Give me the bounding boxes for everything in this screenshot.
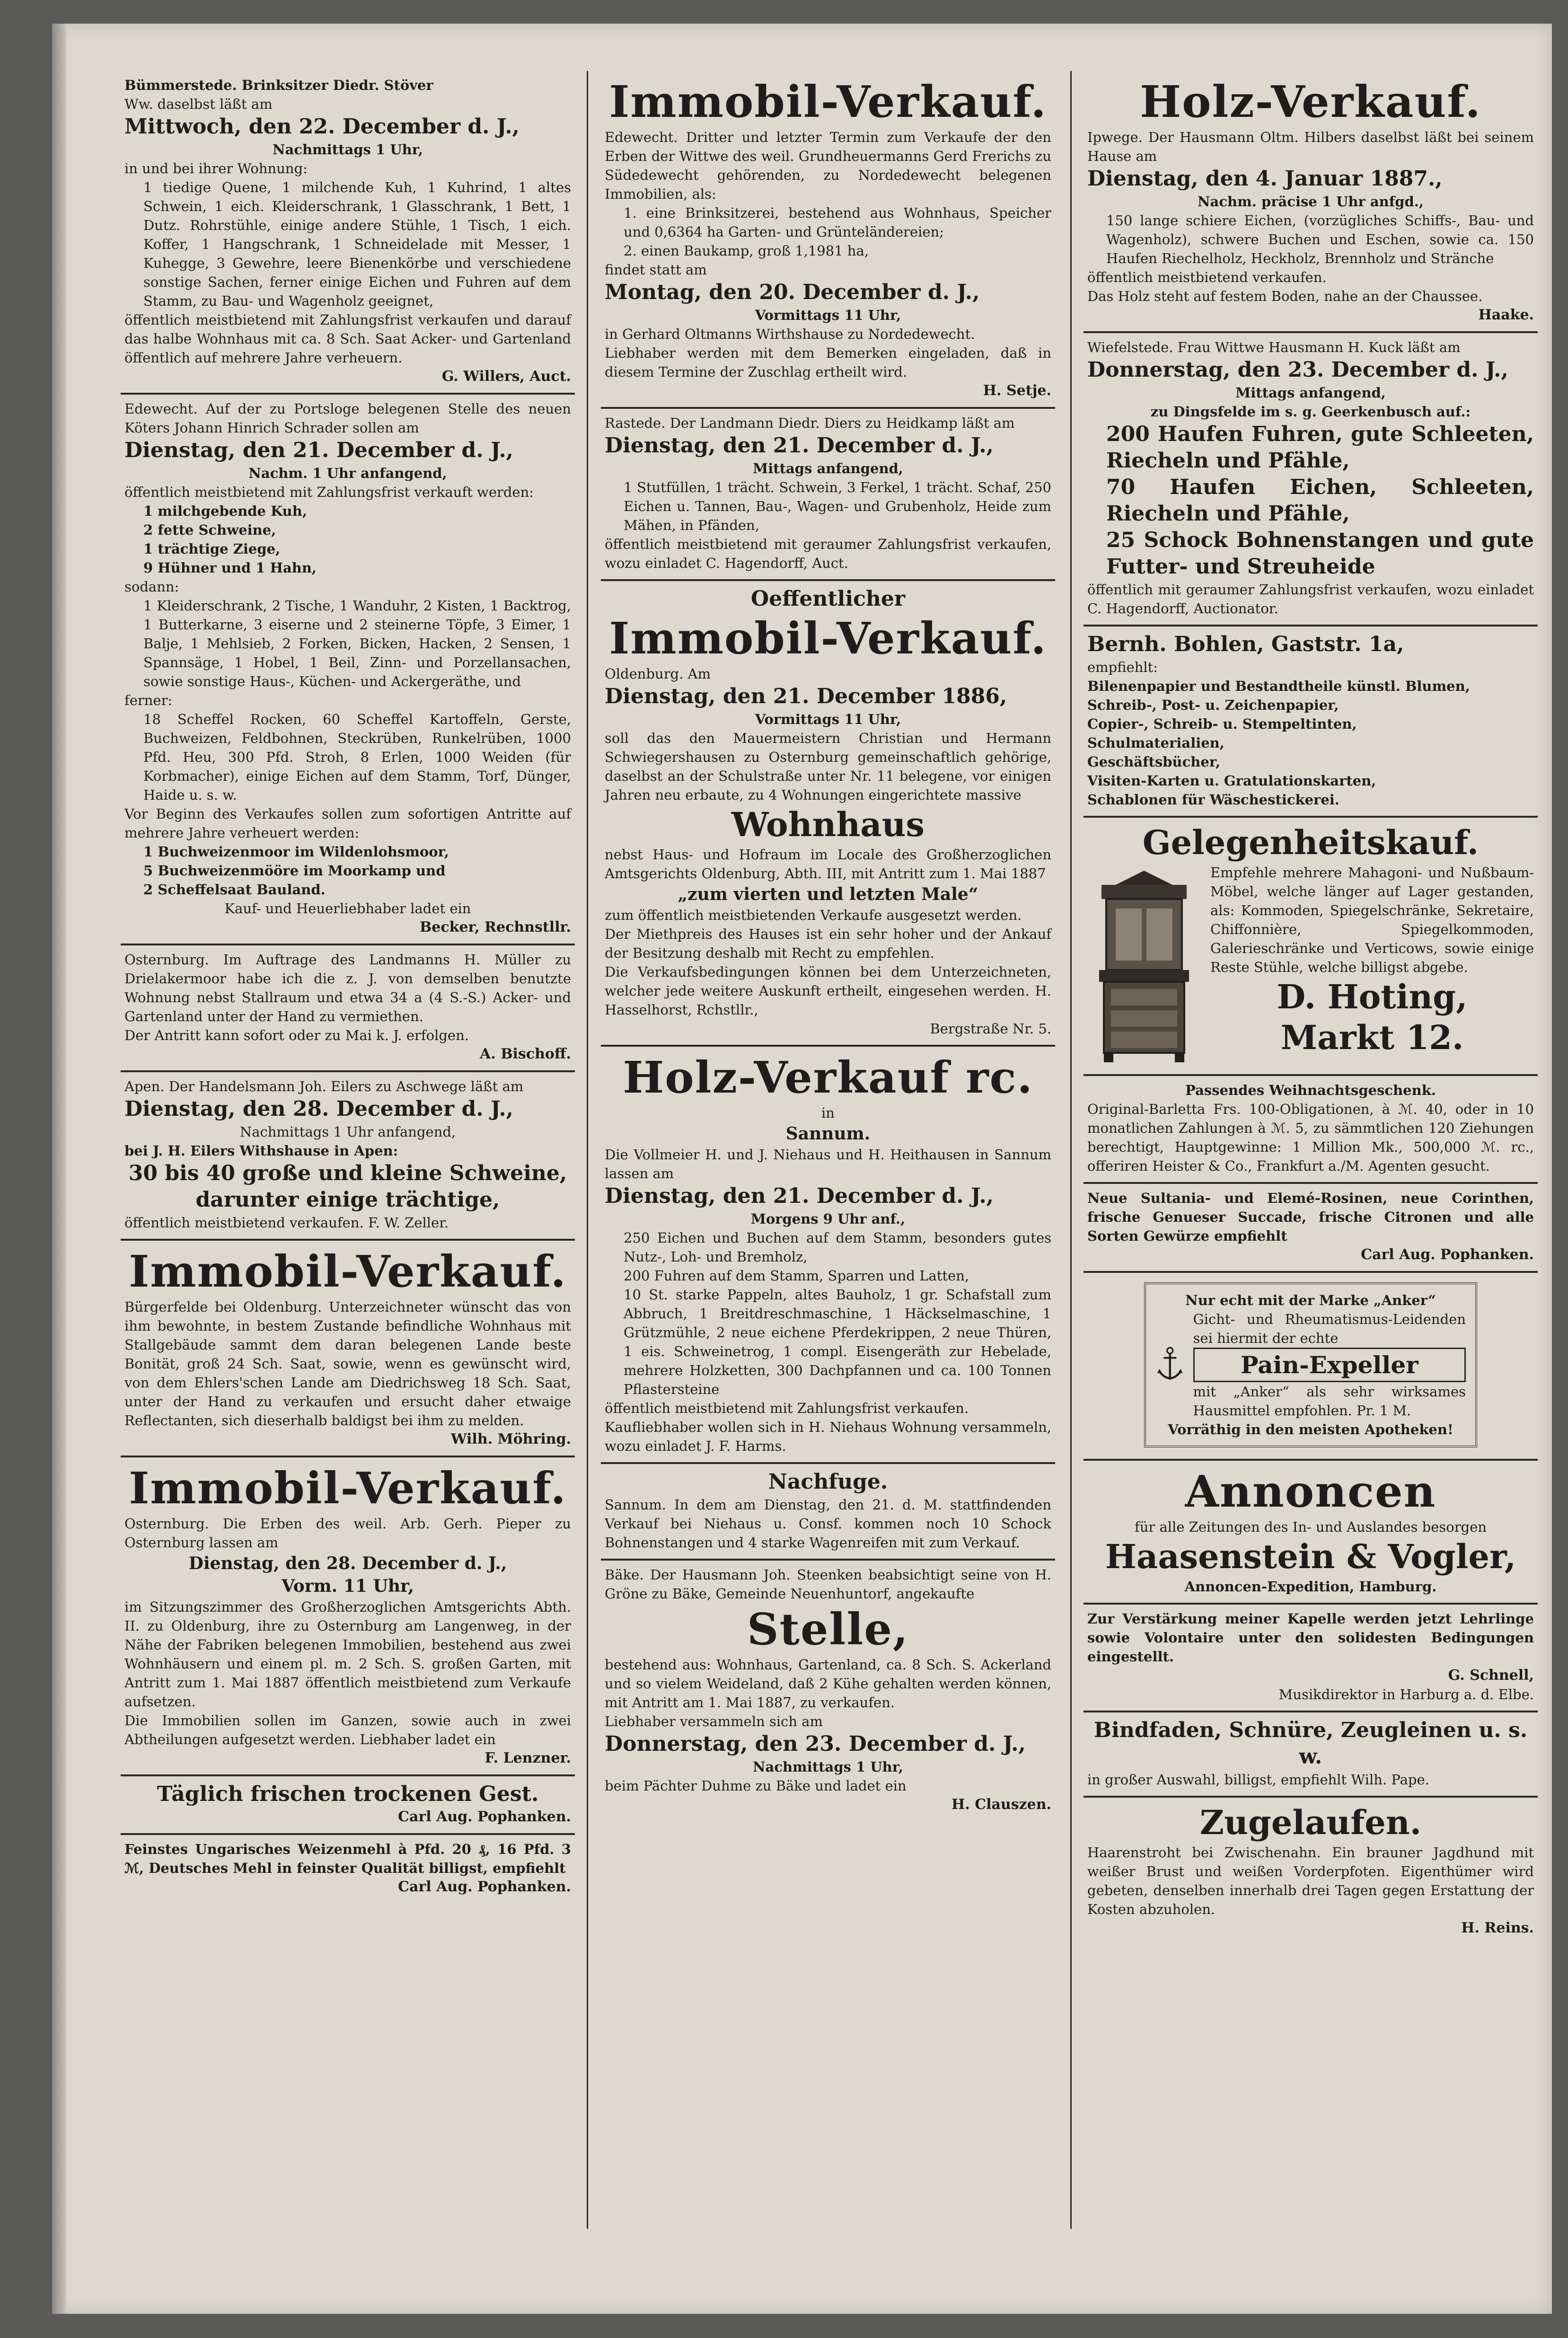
- advertisement: [121, 945, 575, 1072]
- advertisement: [601, 71, 1055, 409]
- ad-line: Apen. Der Handelsmann Joh. Eilers zu Aschwege läßt am: [124, 1078, 524, 1094]
- ad-line: empfiehlt:: [1087, 659, 1158, 675]
- advertisement: [601, 1047, 1055, 1464]
- ad-line: D. Hoting,: [1277, 977, 1468, 1016]
- ad-line: Mittags anfangend,: [753, 460, 903, 476]
- ad-line: Visiten-Karten u. Gratulationskarten,: [1087, 773, 1376, 789]
- ad-line: Neue Sultania- und Elemé-Rosinen, neue Corinthen, frische Genueser Succade, frische Citronen und alle Sorten Gewürze empfiehlt: [1087, 1190, 1534, 1244]
- ad-line: Schreib-, Post- u. Zeichenpapier,: [1087, 697, 1339, 713]
- advertisement: [1084, 1184, 1538, 1273]
- ad-line: in Gerhard Oltmanns Wirthshause zu Nordedewecht.: [605, 326, 975, 342]
- ad-line: Montag, den 20. December d. J.,: [605, 280, 980, 304]
- ad-line: Original-Barletta Frs. 100-Obligationen, à ℳ. 40, oder in 10 monatlichen Zahlungen à ℳ. 5, zu sämmtlichen 120 Ziehungen berechtigt, Hauptgewinne: 1 Million Mk., 500,000 ℳ. rc., offeriren Heister & Co., Frankfurt a./M. Agenten gesucht.: [1087, 1101, 1534, 1174]
- ad-line: Liebhaber versammeln sich am: [605, 1713, 823, 1729]
- ad-line: Bilenenpapier und Bestandtheile künstl. Blumen,: [1087, 678, 1470, 694]
- ad-line: Dienstag, den 21. December 1886,: [605, 684, 1007, 708]
- ad-line: in und bei ihrer Wohnung:: [124, 160, 308, 176]
- ad-line: Oeffentlicher: [750, 587, 906, 611]
- advertisement: [1084, 333, 1538, 626]
- ad-line: Empfehle mehrere Mahagoni- und Nußbaum-Möbel, welche länger auf Lager gestanden, als: Kommoden, Spiegelschränke, Sekretaire, Chiffonnière, Spiegelkommoden, Galerieschränke und Verticows, sowie einige Reste Stühle, welche billigst abgebe.: [1210, 865, 1534, 975]
- ad-line: Nachm. präcise 1 Uhr anfgd.,: [1198, 194, 1424, 210]
- ad-line: F. Lenzner.: [484, 1750, 571, 1766]
- ad-line: Vormittags 11 Uhr,: [755, 307, 901, 323]
- ad-line: H. Reins.: [1461, 1920, 1534, 1936]
- ad-line: Annoncen-Expedition, Hamburg.: [1184, 1579, 1437, 1595]
- ad-line: Sannum. In dem am Dienstag, den 21. d. M. stattfindenden Verkauf bei Niehaus u. Consf. kommen noch 10 Schock Bohnenstangen und 4 starke Wagenreifen mit zum Verkauf.: [605, 1497, 1051, 1551]
- ad-line: öffentlich meistbietend mit Zahlungsfrist verkaufen.: [605, 1400, 969, 1416]
- box-header: Nur echt mit der Marke „Anker“: [1185, 1292, 1436, 1308]
- ad-line: Wohnhaus: [731, 805, 925, 844]
- ad-line: Kaufliebhaber wollen sich in H. Niehaus Wohnung versammeln, wozu einladet J. F. Harms.: [605, 1419, 1051, 1454]
- ad-line: Annoncen: [1185, 1466, 1436, 1517]
- ad-line: beim Pächter Duhme zu Bäke und ladet ein: [605, 1778, 907, 1794]
- ad-line: Dienstag, den 21. December d. J.,: [605, 433, 994, 458]
- ad-line: Immobil-Verkauf.: [129, 1463, 567, 1514]
- ad-line: 1 Kleiderschrank, 2 Tische, 1 Wanduhr, 2 Kisten, 1 Backtrog, 1 Butterkarne, 3 eiserne und 2 steinerne Töpfe, 3 Eimer, 1 Balje, 1 Mehlsieb, 2 Forken, Bicken, Hacken, 2 Sensen, 1 Spannsäge, 1 Hobel, 1 Beil, Zinn- und Porzellansachen, sowie sonstige Haus-, Küchen- und Ackergeräthe, und: [143, 598, 571, 689]
- ad-line: soll das den Mauermeistern Christian und Hermann Schwiegershausen zu Osternburg gemeinschaftlich gehörige, daselbst an der Schulstraße unter Nr. 11 belegene, vor einigen Jahren neu erbaute, zu 4 Wohnungen eingerichtete massive: [605, 730, 1051, 803]
- ad-line: H. Setje.: [983, 382, 1051, 399]
- ad-line: Bäke. Der Hausmann Joh. Steenken beabsichtigt seine von H. Gröne zu Bäke, Gemeinde Neuenhuntorf, angekaufte: [605, 1567, 1051, 1602]
- box-tail: mit „Anker“ als sehr wirksames Hausmittel empfohlen. Pr. 1 M.: [1193, 1384, 1466, 1419]
- ad-line: Sannum.: [785, 1124, 871, 1144]
- ad-line: Ipwege. Der Hausmann Oltm. Hilbers daselbst läßt bei seinem Hause am: [1087, 129, 1534, 164]
- ad-line: Dienstag, den 21. December d. J.,: [605, 1184, 994, 1208]
- ad-line: zum öffentlich meistbietenden Verkaufe ausgesetzt werden.: [605, 907, 1022, 923]
- ad-line: G. Schnell,: [1448, 1667, 1534, 1684]
- ad-line: findet statt am: [605, 262, 707, 278]
- ad-line: Liebhaber werden mit dem Bemerken eingeladen, daß in diesem Termine der Zuschlag ertheilt wird.: [605, 345, 1051, 380]
- page-binding: [52, 24, 66, 2314]
- column-right: [1084, 71, 1538, 2229]
- ad-line: Carl Aug. Pophanken.: [398, 1879, 571, 1895]
- ad-line: Passendes Weihnachtsgeschenk.: [1185, 1082, 1436, 1098]
- ad-line: Haasenstein & Vogler,: [1105, 1537, 1516, 1576]
- ad-line: Das Holz steht auf festem Boden, nahe an der Chaussee.: [1087, 288, 1483, 304]
- advertisement: [1084, 71, 1538, 333]
- ad-line: Der Miethpreis des Hauses ist ein sehr hoher und der Ankauf der Besitzung deshalb mit Recht zu empfehlen.: [605, 926, 1051, 961]
- ad-line: Holz-Verkauf.: [1140, 76, 1481, 127]
- ad-line: Die Vollmeier H. und J. Niehaus und H. Heithausen in Sannum lassen am: [605, 1147, 1051, 1182]
- ad-line: Edewecht. Auf der zu Portsloge belegenen Stelle des neuen Köters Johann Hinrich Schrader sollen am: [124, 401, 571, 436]
- ad-line: Kauf- und Heuerliebhaber ladet ein: [224, 900, 471, 917]
- ad-line: 1 milchgebende Kuh,: [143, 503, 307, 519]
- box-side: Gicht- und Rheumatismus-Leidenden sei hiermit der echte: [1193, 1311, 1466, 1346]
- ad-line: 200 Haufen Fuhren, gute Schleeten, Riecheln und Pfähle,: [1106, 422, 1534, 473]
- ad-line: Wilh. Möhring.: [450, 1431, 571, 1447]
- advertisement: [1084, 1798, 1538, 1944]
- ad-line: Haake.: [1478, 307, 1534, 323]
- advertisement: [1084, 626, 1538, 818]
- ad-line: Gelegenheitskauf.: [1142, 823, 1479, 862]
- ad-line: öffentlich meistbietend mit Zahlungsfrist verkauft werden:: [124, 484, 534, 500]
- column-rule: [1070, 71, 1072, 2229]
- ad-line: 1 Stutfüllen, 1 trächt. Schwein, 3 Ferkel, 1 trächt. Schaf, 250 Eichen u. Tannen, Bau-, Wagen- und Grubenholz, Heide zum Mähen, in Pfänden,: [624, 479, 1051, 533]
- ad-line: öffentlich meistbietend verkaufen. F. W. Zeller.: [124, 1215, 449, 1231]
- ad-line: 1. eine Brinksitzerei, bestehend aus Wohnhaus, Speicher und 0,6364 ha Garten- und Grünteländereien;: [624, 205, 1051, 240]
- ad-line: Die Verkaufsbedingungen können bei dem Unterzeichneten, welcher jede weitere Auskunft ertheilt, eingesehen werden. H. Hasselhorst, Rchstllr.,: [605, 964, 1051, 1018]
- ad-line: öffentlich meistbietend verkaufen.: [1087, 269, 1327, 285]
- ad-line: Geschäftsbücher,: [1087, 754, 1221, 770]
- ad-line: in großer Auswahl, billigst, empfiehlt Wilh. Pape.: [1087, 1772, 1429, 1788]
- ad-line: Zur Verstärkung meiner Kapelle werden jetzt Lehrlinge sowie Volontaire unter den solidesten Bedingungen eingestellt.: [1087, 1611, 1534, 1665]
- ad-line: „zum vierten und letzten Male“: [678, 884, 978, 904]
- column-left: [121, 71, 575, 2229]
- ad-line: Bernh. Bohlen, Gaststr. 1a,: [1087, 632, 1404, 656]
- ad-line: sodann:: [124, 579, 179, 595]
- ad-line: 1 Buchweizenmoor im Wildenlohsmoor,: [143, 844, 449, 860]
- column-rule: [587, 71, 588, 2229]
- ad-line: Immobil-Verkauf.: [609, 613, 1047, 664]
- ad-line: Der Antritt kann sofort oder zu Mai k. J. erfolgen.: [124, 1027, 469, 1043]
- ad-line: Dienstag, den 21. December d. J.,: [124, 438, 513, 462]
- advertisement: [1084, 1605, 1538, 1712]
- ad-line: 70 Haufen Eichen, Schleeten, Riecheln und Pfähle,: [1106, 475, 1534, 526]
- ad-line: Vormittags 11 Uhr,: [755, 711, 901, 727]
- ad-line: Morgens 9 Uhr anf.,: [750, 1211, 906, 1227]
- ad-line: Osternburg. Die Erben des weil. Arb. Gerh. Pieper zu Osternburg lassen am: [124, 1516, 571, 1551]
- ad-line: öffentlich meistbietend mit geraumer Zahlungsfrist verkaufen, wozu einladet C. Hagendorff, Auct.: [605, 536, 1051, 571]
- ad-line: 1 trächtige Ziege,: [143, 541, 281, 557]
- ad-line: Edewecht. Dritter und letzter Termin zum Verkaufe der den Erben der Wittwe des weil. Grundheuermanns Gerd Frerichs zu Südedewecht gehörenden, zu Nordedewecht belegenen Immobilien, als:: [605, 129, 1051, 202]
- ad-line: 10 St. starke Pappeln, altes Bauholz, 1 gr. Schafstall zum Abbruch, 1 Breitdreschmaschine, 1 Häckselmaschine, 1 Grützmühle, 2 neue eichene Pferdekrippen, 2 neue Thüren, 1 eis. Schweinetrog, 1 compl. Eisengeräth zur Hebelade, mehrere Holzketten, 300 Dachpfannen und ca. 100 Tonnen Pflastersteine: [624, 1287, 1051, 1397]
- ad-line: Immobil-Verkauf.: [609, 76, 1047, 127]
- ad-line: 2 fette Schweine,: [143, 522, 276, 538]
- ad-line: Dienstag, den 28. December d. J.,: [188, 1553, 507, 1573]
- ad-line: Wiefelstede. Frau Wittwe Hausmann H. Kuck läßt am: [1087, 339, 1461, 355]
- ad-line: Nachm. 1 Uhr anfangend,: [248, 465, 447, 481]
- advertisement: [1084, 1076, 1538, 1184]
- ad-line: Schablonen für Wäschestickerei.: [1087, 792, 1339, 808]
- advertisement: [121, 1776, 575, 1835]
- ad-line: Dienstag, den 28. December d. J.,: [124, 1097, 513, 1121]
- pain-expeller-box: [1144, 1282, 1477, 1447]
- ad-line: Becker, Rechnstllr.: [419, 919, 571, 935]
- ad-line: Nachmittags 1 Uhr anfangend,: [239, 1124, 456, 1140]
- ad-line: Carl Aug. Pophanken.: [1361, 1246, 1534, 1263]
- ad-line: G. Willers, Auct.: [441, 368, 571, 385]
- ad-line: Haarenstroht bei Zwischenahn. Ein brauner Jagdhund mit weißer Brust und weißen Vorderpfoten. Eigenthümer wird gebeten, denselben innerhalb drei Tagen gegen Erstattung der Kosten abzuholen.: [1087, 1844, 1534, 1917]
- ad-line: 2. einen Baukamp, groß 1,1981 ha,: [624, 243, 869, 259]
- ad-line: Holz-Verkauf rc.: [623, 1052, 1033, 1103]
- ad-line: A. Bischoff.: [480, 1046, 571, 1062]
- ad-line: in: [821, 1105, 835, 1121]
- ad-line: 1 tiedige Quene, 1 milchende Kuh, 1 Kuhrind, 1 altes Schwein, 1 eich. Kleiderschrank, 1 Glasschrank, 1 Bett, 1 Dutz. Rohrstühle, einige andere Stühle, 1 Tisch, 1 eich. Koffer, 1 Hangschrank, 1 Schneidelade mit Messer, 1 Kuhegge, 3 Gewehre, leere Bienenkörbe und verschiedene sonstige Sachen, ferner einige Eichen und Fuhren auf dem Stamm, zu Bau- und Wagenholz geeignet,: [143, 179, 571, 309]
- ad-line: Carl Aug. Pophanken.: [398, 1809, 571, 1825]
- ad-line: Bümmerstede. Brinksitzer Diedr. Stöver: [124, 77, 433, 93]
- furniture-cabinet-illustration: [1087, 866, 1201, 1065]
- ad-line: Vorm. 11 Uhr,: [282, 1576, 414, 1596]
- ad-line: 250 Eichen und Buchen auf dem Stamm, besonders gutes Nutz-, Loh- und Bremholz,: [624, 1230, 1051, 1265]
- ad-line: 200 Fuhren auf dem Stamm, Sparren und Latten,: [624, 1268, 969, 1284]
- ad-line: Nachmittags 1 Uhr,: [753, 1759, 903, 1775]
- ad-line: Zugelaufen.: [1199, 1803, 1422, 1842]
- advertisement: [601, 581, 1055, 1047]
- ad-line: im Sitzungszimmer des Großherzoglichen Amtsgerichts Abth. II. zu Oldenburg, ihre zu Osternburg am Langenweg, in der Nähe der Fabriken belegenen Immobilien, bestehend aus zwei Wohnhäusern und einem pl. m. 2 Sch. S. großen Garten, mit Antritt zum 1. Mai 1887 öffentlich meistbietend zum Verkaufe aufsetzen.: [124, 1599, 571, 1710]
- ad-line: 150 lange schiere Eichen, (vorzügliches Schiffs-, Bau- und Wagenholz), schwere Buchen und Eschen, sowie ca. 150 Haufen Riechelholz, Heckholz, Brennholz und Stränche: [1106, 212, 1534, 266]
- ad-line: Oldenburg. Am: [605, 666, 711, 682]
- ad-line: Bergstraße Nr. 5.: [930, 1021, 1051, 1037]
- ad-line: 18 Scheffel Rocken, 60 Scheffel Kartoffeln, Gerste, Buchweizen, Feldbohnen, Steckrüben, Runkelrüben, 1000 Pfd. Heu, 300 Pfd. Stroh, 8 Erlen, 1000 Weiden (für Korbmacher), einige Eichen auf dem Stamm, Torf, Dünger, Haide u. s. w.: [143, 711, 571, 803]
- ad-line: Markt 12.: [1280, 1018, 1464, 1057]
- advertisement: [121, 1241, 575, 1457]
- ad-line: nebst Haus- und Hofraum im Locale des Großherzoglichen Amtsgerichts Oldenburg, Abth. III, mit Antritt zum 1. Mai 1887: [605, 847, 1051, 882]
- ad-line: 25 Schock Bohnenstangen und gute Futter- und Streuheide: [1106, 528, 1534, 579]
- ad-line: Mittwoch, den 22. December d. J.,: [124, 115, 520, 139]
- ad-line: Mittags anfangend,: [1235, 385, 1386, 401]
- advertisement: [121, 395, 575, 945]
- advertisement: [121, 1457, 575, 1776]
- ad-line: H. Clauszen.: [951, 1796, 1051, 1813]
- ad-line: Bindfaden, Schnüre, Zeugleinen u. s. w.: [1093, 1718, 1528, 1769]
- ad-line: Stelle,: [747, 1604, 909, 1655]
- ad-line: 2 Scheffelsaat Bauland.: [143, 882, 326, 898]
- ad-line: Donnerstag, den 23. December d. J.,: [605, 1732, 1026, 1756]
- ad-line: ferner:: [124, 692, 173, 708]
- ad-line: Musikdirektor in Harburg a. d. Elbe.: [1278, 1686, 1534, 1703]
- ad-line: Täglich frischen trockenen Gest.: [157, 1782, 539, 1806]
- ad-line: Osternburg. Im Auftrage des Landmanns H. Müller zu Drielakermoor habe ich die z. J. von demselben benutzte Wohnung nebst Stallraum und etwa 34 a (4 S.-S.) Acker- und Gartenland unter der Hand zu vermiethen.: [124, 952, 571, 1024]
- advertisement: [1084, 1712, 1538, 1798]
- ad-line: Copier-, Schreib- u. Stempeltinten,: [1087, 716, 1357, 732]
- advertisement: [121, 1072, 575, 1241]
- ad-line: darunter einige trächtige,: [195, 1188, 500, 1212]
- ad-line: bestehend aus: Wohnhaus, Gartenland, ca. 8 Sch. S. Ackerland und so vielem Weideland, daß 2 Kühe gehalten werden können, mit Antritt am 1. Mai 1887, zu verkaufen.: [605, 1657, 1051, 1711]
- box-footer: Vorräthig in den meisten Apotheken!: [1168, 1421, 1453, 1438]
- ad-line: Nachfuge.: [768, 1470, 888, 1494]
- advertisement: [1084, 1273, 1538, 1461]
- ad-line: Ww. daselbst läßt am: [124, 96, 273, 112]
- ad-line: Schulmaterialien,: [1087, 735, 1224, 751]
- ad-line: öffentlich mit geraumer Zahlungsfrist verkaufen, wozu einladet C. Hagendorff, Auctionator.: [1087, 582, 1534, 617]
- ad-line: Nachmittags 1 Uhr,: [273, 141, 423, 158]
- advertisement: [601, 1561, 1055, 1821]
- ad-line: Dienstag, den 4. Januar 1887.,: [1087, 167, 1443, 191]
- ad-line: Vor Beginn des Verkaufes sollen zum sofortigen Antritte auf mehrere Jahre verheuert werden:: [124, 806, 571, 841]
- ad-line: Feinstes Ungarisches Weizenmehl à Pfd. 20 ₰, 16 Pfd. 3 ℳ, Deutsches Mehl in feinster Qualität billigst, empfiehlt: [124, 1841, 571, 1876]
- ad-line: bei J. H. Eilers Withshause in Apen:: [124, 1143, 398, 1159]
- ad-line: öffentlich meistbietend mit Zahlungsfrist verkaufen und darauf das halbe Wohnhaus mit ca. 8 Sch. Saat Acker- und Gartenland öffentlich auf mehrere Jahre verheuern.: [124, 312, 571, 366]
- advertisement: [601, 409, 1055, 581]
- advertisement: [601, 1464, 1055, 1561]
- ad-line: 30 bis 40 große und kleine Schweine,: [128, 1161, 567, 1185]
- advertisement: [1084, 1461, 1538, 1605]
- ad-line: Immobil-Verkauf.: [129, 1246, 567, 1297]
- anchor-icon: [1155, 1334, 1185, 1396]
- ad-line: Bürgerfelde bei Oldenburg. Unterzeichneter wünscht das von ihm bewohnte, in bestem Zustande befindliche Wohnhaus mit Stallgebäude sammt dem daran belegenen Lande beste Bonität, groß 24 Sch. Saat, sowie, wenn es gewünscht wird, von dem Ehlers'schen Lande am Diedrichsweg 18 Sch. Saat, unter der Hand zu verkaufen und ersucht daher etwaige Reflectanten, sich dieserhalb baldigst bei ihm zu melden.: [124, 1299, 571, 1429]
- advertisement: [121, 1835, 575, 1903]
- advertisement: [1084, 818, 1538, 1076]
- box-brand: Pain-Expeller: [1193, 1348, 1466, 1382]
- column-middle: [601, 71, 1055, 2229]
- ad-line: 9 Hühner und 1 Hahn,: [143, 560, 317, 576]
- ad-line: Die Immobilien sollen im Ganzen, sowie auch in zwei Abtheilungen aufgesetzt werden. Liebhaber ladet ein: [124, 1712, 571, 1747]
- advertisement: [121, 71, 575, 395]
- ad-line: zu Dingsfelde im s. g. Geerkenbusch auf.:: [1150, 404, 1471, 420]
- ad-line: für alle Zeitungen des In- und Auslandes besorgen: [1135, 1519, 1487, 1535]
- ad-line: 5 Buchweizenmööre im Moorkamp und: [143, 863, 446, 879]
- ad-line: Rastede. Der Landmann Diedr. Diers zu Heidkamp läßt am: [605, 415, 1015, 431]
- ad-line: Donnerstag, den 23. December d. J.,: [1087, 358, 1508, 382]
